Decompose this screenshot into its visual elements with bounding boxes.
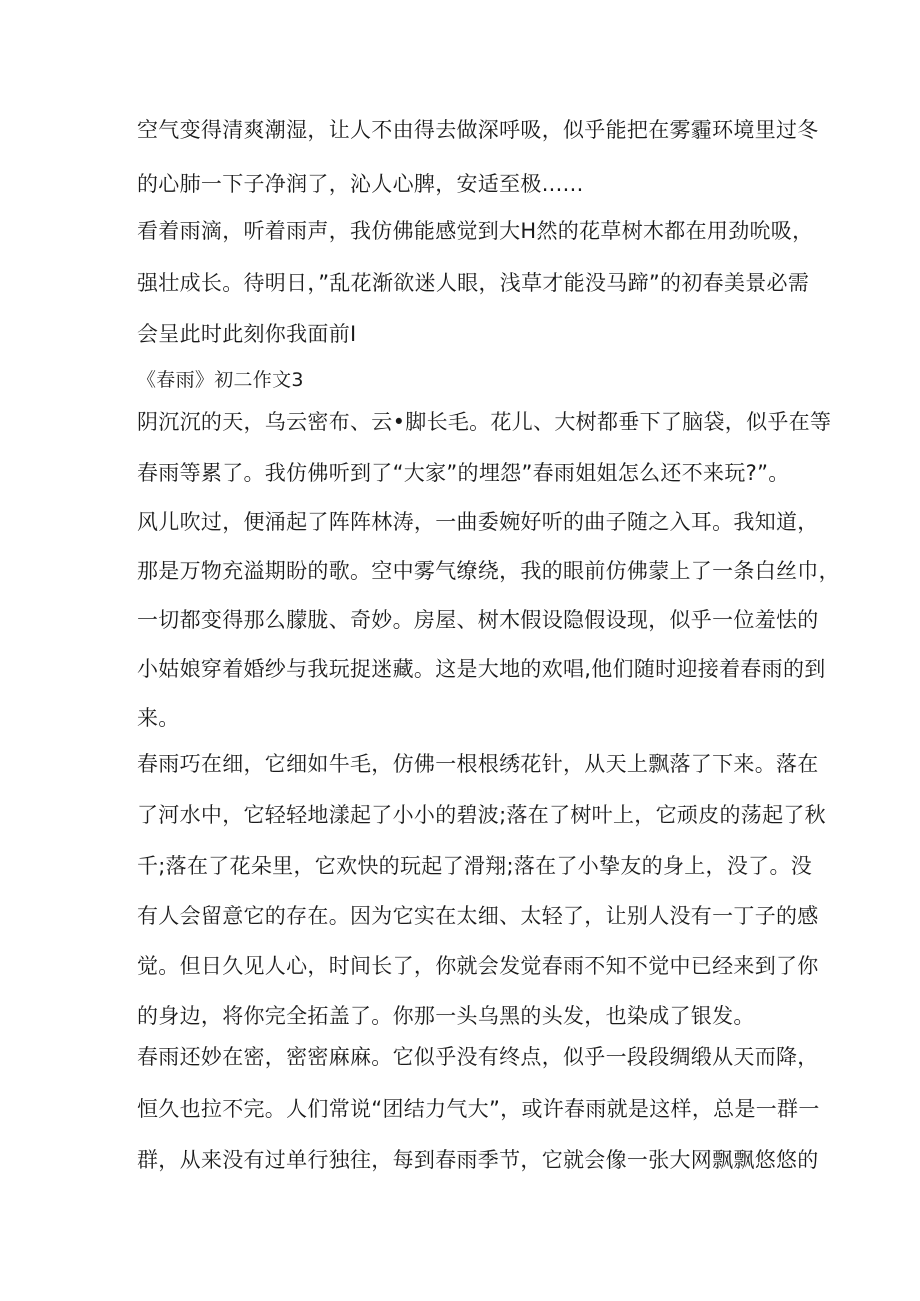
- paragraph3-line-4: 那是万物充溢期盼的歌。空中雾气缭绕，我的眼前仿佛蒙上了一条白丝巾，: [137, 559, 840, 583]
- paragraph3-line-1: 阴沉沉的天，乌云密布、云•脚长毛。花儿、大树都垂下了脑袋，似乎在等: [137, 410, 832, 434]
- paragraph5-line-2: 恒久也拉不完。人们常说“团结力气大”，或许春雨就是这样，总是一群一: [137, 1097, 820, 1121]
- paragraph4-line-4: 有人会留意它的存在。因为它实在太细、太轻了，让别人没有一丁子的感: [137, 904, 819, 928]
- section-heading: 《春雨》初二作文3: [137, 369, 304, 391]
- paragraph4-line-1: 春雨巧在细，它细如牛毛，仿佛一根根绣花针，从天上飘落了下来。落在: [137, 752, 819, 776]
- paragraph3-line-5: 一切都变得那么朦胧、奇妙。房屋、树木假设隐假设现，似乎一位羞怯的: [137, 608, 819, 632]
- paragraph2-line-3: 会呈此时此刻你我面前I: [137, 322, 357, 346]
- paragraph3-line-6: 小姑娘穿着婚纱与我玩捉迷藏。这是大地的欢唱,他们随时迎接着春雨的到: [137, 657, 826, 681]
- paragraph1-line-1: 空气变得清爽潮湿，让人不由得去做深呼吸，似乎能把在雾霾环境里过冬: [137, 118, 819, 142]
- paragraph3-line-7: 来。: [137, 706, 180, 730]
- paragraph1-line-2: 的心肺一下子净润了，沁人心脾，安适至极......: [137, 172, 584, 196]
- paragraph3-line-3: 风儿吹过，便涌起了阵阵林涛，一曲委婉好听的曲子随之入耳。我知道，: [137, 510, 819, 534]
- paragraph2-line-1: 看着雨滴，听着雨声，我仿佛能感觉到大H然的花草树木都在用劲吮吸，: [137, 219, 814, 243]
- paragraph2-line-2: 强壮成长。待明日，”乱花渐欲迷人眼，浅草才能没马蹄”的初春美景必需: [137, 271, 810, 295]
- paragraph3-line-2: 春雨等累了。我仿佛听到了“大家”的埋怨”春雨姐姐怎么还不来玩?”。: [137, 461, 790, 485]
- paragraph4-line-5: 觉。但日久见人心，时间长了，你就会发觉春雨不知不觉中已经来到了你: [137, 954, 819, 978]
- paragraph4-line-2: 了河水中，它轻轻地漾起了小小的碧波;落在了树叶上，它顽皮的荡起了秋: [137, 803, 826, 827]
- paragraph5-line-3: 群，从来没有过单行独往，每到春雨季节，它就会像一张大网飘飘悠悠的: [137, 1148, 819, 1172]
- paragraph4-line-6: 的身边，将你完全拓盖了。你那一头乌黑的头发，也染成了银发。: [137, 1004, 755, 1028]
- paragraph4-line-3: 千;落在了花朵里，它欢快的玩起了滑翔;落在了小挚友的身上，没了。没: [137, 854, 813, 878]
- paragraph5-line-1: 春雨还妙在密，密密麻麻。它似乎没有终点，似乎一段段绸缎从天而降，: [137, 1045, 819, 1069]
